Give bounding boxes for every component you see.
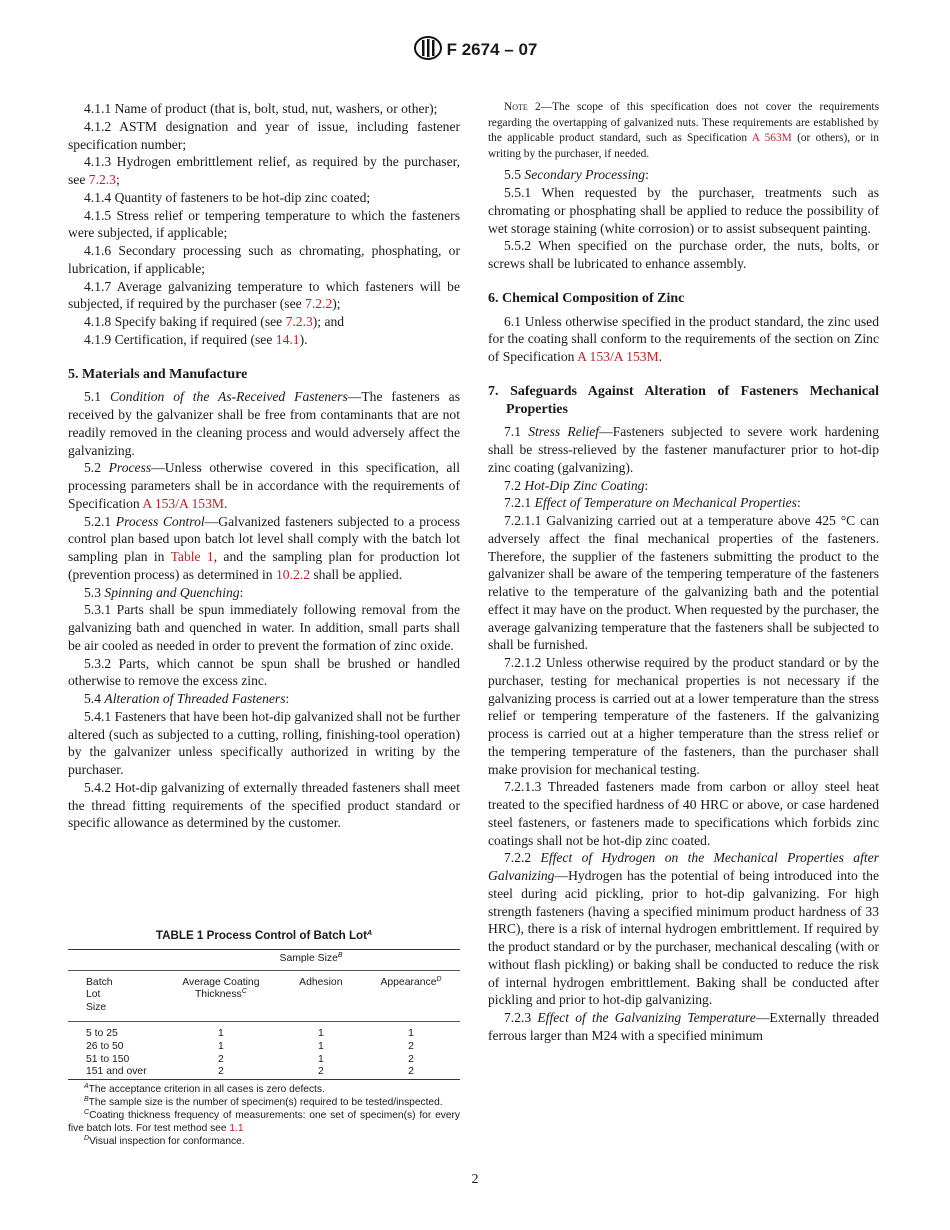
text: 5.2 [84,460,109,476]
footnote-text: The acceptance criterion in all cases is zero defects. [88,1084,325,1096]
sample-size-cell: 1 [317,1053,324,1065]
header-line: Batch [86,976,113,988]
text: 5.3 [84,584,105,600]
text: 4.1.6 Secondary processing such as chromating, phosphating, or lubrication, if applicable; [68,243,460,276]
table-footnote [68,1109,460,1135]
table-row [68,1066,460,1079]
text: —The fasteners as received by the galvanizer shall be free from contaminants that are not readily removed in the cleaning process and would adversely affect the galvanizing. [68,389,460,458]
italic-heading: Effect of Hydrogen on the Mechanical Properties after Galvanizing [488,850,879,884]
footnote-text: Coating thickness frequency of measurements: one set of specimen(s) for every five batch lots. For test method see [68,1110,460,1135]
text: 5.1 [84,389,110,405]
text: 5.3.1 Parts shall be spun immediately following removal from the galvanizing bath and quenched in water. In addition, small parts shall be air cooled as needed in order to prevent the formation of zinc oxide. [68,602,460,653]
table-footnote [68,1083,460,1096]
text: 7.2.1.1 Galvanizing carried out at a temperature above 425 °C can adversely affect the final mechanical properties of the fasteners. Therefore, the supplier of the fasteners submitting the product to the galvanizer shall be aware of the tempering temperature of the fasteners relative to the temperature of the galvanizing bath and the potential effect it may have on the product. When requested by the purchaser, the average galvanizing temperature that the fasteners shall be subjected to shall be furnished. [488,513,879,653]
cross-reference-link[interactable]: 7.2.2 [305,296,333,312]
text: : [285,691,290,706]
text: . [658,349,663,365]
text: (or others), or in writing by the purchaser, if needed. [488,132,879,160]
paragraph [68,189,460,207]
paragraph [488,477,879,495]
italic-heading: Spinning and Quenching [104,584,240,600]
paragraph [68,118,460,154]
table-caption [68,930,460,943]
cross-reference-link[interactable]: A 153/A 153M [577,349,659,365]
batch-lot-size-cell: 51 to 150 [86,1053,130,1065]
col-header-appearance [362,970,460,1021]
paragraph [68,779,460,832]
process-control-table [68,949,460,1083]
text: 5.4 [84,691,105,706]
text: : [239,584,244,600]
page-number: 2 [471,1172,479,1187]
cross-reference-link[interactable]: 10.2.2 [276,566,310,582]
text: —Galvanized fasteners subjected to a process control plan based upon batch lot level shall comply with the batch lot sampling plan in [68,513,461,564]
paragraph [488,849,879,1009]
footnote-mark: C [241,988,247,996]
sample-size-header [162,949,460,970]
italic-heading: Process [108,460,152,476]
paragraph [488,423,879,476]
col-header-batch-lot-size [68,970,162,1021]
footnote-mark: A [84,1083,89,1091]
italic-heading: Process Control [115,513,205,529]
text: 6.1 Unless otherwise specified in the product standard, the zinc used for the coating shall conform to the requirements of the section on Zinc of Specification [488,313,879,365]
text: ); and [312,314,345,329]
text: 4.1.3 Hydrogen embrittlement relief, as required by the purchaser, see [68,154,460,187]
text: 5.5.2 When specified on the purchase order, the nuts, bolts, or screws shall be lubricated to enhance assembly. [488,238,879,272]
text: 4.1.7 Average galvanizing temperature to which fasteners will be subjected, if required by the purchaser (see [68,278,460,312]
batch-lot-size-cell: 5 to 25 [86,1027,118,1039]
left-column [68,100,460,832]
col-header-coating-thickness [162,970,280,1021]
paragraph [68,601,460,654]
paragraph [68,513,460,584]
group-footnote-mark: B [337,951,343,959]
sample-size-cell: 1 [317,1040,324,1052]
text: —Unless otherwise covered in this specification, all processing parameters shall be in accordance with the requirements of Specification [68,460,461,511]
table-footnotes [68,1083,460,1148]
text: . [223,495,228,511]
cross-reference-link[interactable]: Table 1 [170,549,214,564]
text: 7.2.1.3 Threaded fasteners made from carbon or alloy steel heat treated to the specified hardness of 40 HRC or above, or case hardened steel fasteners, or fasteners made to specifications which forbids zinc coatings shall not be hot-dip zinc coated. [488,779,879,848]
text: 2—The scope of this specification does not cover the requirements regarding the overtapping of galvanized nuts. These requirements are established by the applicable product standard, such as Specification [488,101,879,145]
italic-heading: Alteration of Threaded Fasteners [104,691,286,706]
text: ; [115,172,120,187]
text: 7.2 [504,477,525,493]
paragraph [488,654,879,778]
text: 7.2.1 [504,495,535,511]
paragraph [488,166,879,184]
paragraph [68,388,460,459]
paragraph [68,459,460,512]
footnote-mark: C [84,1109,90,1117]
sample-size-cell: 2 [408,1066,414,1078]
sample-size-cell: 1 [217,1040,224,1052]
group-header-text: Sample Size [279,952,338,964]
paragraph [488,778,879,849]
italic-heading: Secondary Processing [524,167,646,183]
text: —Fasteners subjected to severe work hardening shall be stress-relieved by the fastener manufacturer prior to hot-dip zinc coating (galvanizing). [488,424,879,475]
paragraph [488,313,879,366]
text: 7. Safeguards Against Alteration of Fasteners Mechanical Properties [488,383,879,417]
text: 5.3.2 Parts, which cannot be spun shall be brushed or handled otherwise to remove the excess zinc. [68,655,460,689]
text: 7.2.2 [504,850,541,866]
paragraph [68,153,460,189]
text: 7.2.1.2 Unless otherwise required by the product standard or by the purchaser, testing for mechanical properties is not necessary if the galvanizing process is carried out at a lower temperature than the stress relief or tempering temperature of the fasteners. If the galvanizing process is carried out at a higher temperature than the stress relief or the tempering temperature of the fasteners, than the purchaser shall make provision for mechanical testing. [488,655,879,777]
header-line: Average Coating [182,976,260,988]
text: —Externally threaded ferrous larger than M24 with a specified minimum [488,1010,879,1043]
text: : [796,495,801,511]
text: 6. Chemical Composition of Zinc [488,290,685,306]
text: 5.4.1 Fasteners that have been hot-dip galvanized shall not be further altered (such as subjected to a cutting, rolling, finishing-tool operation) by the galvanizer unless specifically authorized in writing by the purchaser. [68,708,460,777]
header-line: Size [86,1002,107,1014]
sample-size-cell: 1 [408,1027,414,1039]
cross-reference-link[interactable]: 1.1 [229,1123,244,1135]
text: 4.1.4 Quantity of fasteners to be hot-dip zinc coated; [84,189,371,205]
paragraph [488,494,879,512]
sample-size-cell: 1 [217,1027,224,1039]
footnote-mark: B [84,1096,89,1104]
footnote-mark: D [436,975,442,983]
sample-size-cell: 1 [317,1027,324,1039]
text: : [645,167,649,183]
italic-heading: Effect of the Galvanizing Temperature [537,1010,756,1026]
cross-reference-link[interactable]: 7.2.3 [285,314,313,329]
footnote-text: Visual inspection for conformance. [89,1136,245,1148]
table-footnote [68,1135,460,1148]
table-row [68,1021,460,1040]
header-text: Appearance [380,976,437,988]
text: 4.1.5 Stress relief or tempering temperature to which the fasteners were subjected, if applicable; [68,207,460,241]
sample-size-cell: 2 [217,1066,224,1078]
caption-footnote-mark: A [367,930,373,937]
page-header [0,36,950,60]
paragraph [488,237,879,273]
paragraph [68,584,460,602]
note [488,100,879,162]
sample-size-cell: 2 [217,1053,224,1065]
document-designation: F 2674 – 07 [446,40,538,59]
note-label: Note [504,101,528,113]
cross-reference-link[interactable]: 14.1 [275,331,300,347]
italic-heading: Stress Relief [528,424,600,440]
paragraph [488,512,879,654]
text: ); [332,296,341,312]
italic-heading: Condition of the As-Received Fasteners [109,389,348,405]
sample-size-cell: 2 [408,1053,414,1065]
text: 4.1.1 Name of product (that is, bolt, stud, nut, washers, or other); [84,101,438,116]
right-column [488,100,879,1045]
footnote-mark: D [84,1135,90,1143]
cross-reference-link[interactable]: A 153/A 153M [142,495,224,511]
italic-heading: Effect of Temperature on Mechanical Properties [534,495,797,511]
text: : [644,477,649,493]
footnote-text: The sample size is the number of specimen(s) required to be tested/inspected. [88,1097,443,1109]
text: 4.1.8 Specify baking if required (see [84,314,286,329]
table-row [68,1041,460,1054]
paragraph [68,100,460,118]
caption-text: TABLE 1 Process Control of Batch Lot [155,929,367,942]
paragraph [68,331,460,349]
text: shall be applied. [309,566,403,582]
paragraph [68,708,460,779]
cross-reference-link[interactable]: 7.2.3 [88,172,116,187]
text: 5.4.2 Hot-dip galvanizing of externally threaded fasteners shall meet the thread fitting requirements of the specified product standard or specific allowance as determined by the customer. [68,779,460,831]
paragraph [68,278,460,314]
batch-lot-size-cell: 26 to 50 [86,1040,124,1052]
paragraph [68,313,460,331]
text: 5.2.1 [84,513,116,529]
text: 5. Materials and Manufacture [68,366,248,382]
text: ). [299,331,308,347]
paragraph [488,1009,879,1045]
italic-heading: Hot-Dip Zinc Coating [524,477,645,493]
paragraph [68,690,460,708]
paragraph [68,242,460,278]
header-line: Thickness [194,989,242,1001]
cross-reference-link[interactable]: A 563M [751,132,792,145]
text: 5.5.1 When requested by the purchaser, treatments such as chromating or phosphating shall be applied to reduce the possibility of wet storage staining (white corrosion) or to assist subsequent painting. [488,185,879,236]
paragraph [68,655,460,691]
text: , and the sampling plan for production lot (prevention process) as determined in [68,549,460,582]
section-heading [488,383,879,419]
table-footnote [68,1096,460,1109]
table-1 [68,930,460,1148]
paragraph [68,207,460,243]
text: —Hydrogen has the potential of being introduced into the steel during acid pickling, prior to hot-dip galvanizing. For high strength fasteners (having a specified minimum product hardness of 33 HRC), there is a risk of internal hydrogen embrittlement. If required by the product standard or by the purchaser, mechanical descaling (with or without flash pickling) or baking shall be conducted to reduce the risk of internal hydrogen embrittlement. Baking shall be conducted after pickling and prior to hot-dip galvanizing. [488,868,879,1008]
sample-size-cell: 2 [317,1066,324,1078]
section-heading [488,290,879,308]
text: 7.1 [504,424,529,440]
header-line: Lot [86,989,101,1001]
batch-lot-size-cell: 151 and over [86,1066,147,1078]
text: 4.1.9 Certification, if required (see [84,331,276,347]
table-row [68,1054,460,1067]
astm-logo-icon [413,36,443,60]
text: 7.2.3 [504,1010,538,1026]
sample-size-cell: 2 [408,1040,414,1052]
col-header-adhesion: Adhesion [299,976,343,988]
text: 4.1.2 ASTM designation and year of issue, including fastener specification number; [68,118,460,152]
paragraph [488,184,879,237]
section-heading [68,366,460,384]
text: 5.5 [504,167,525,183]
